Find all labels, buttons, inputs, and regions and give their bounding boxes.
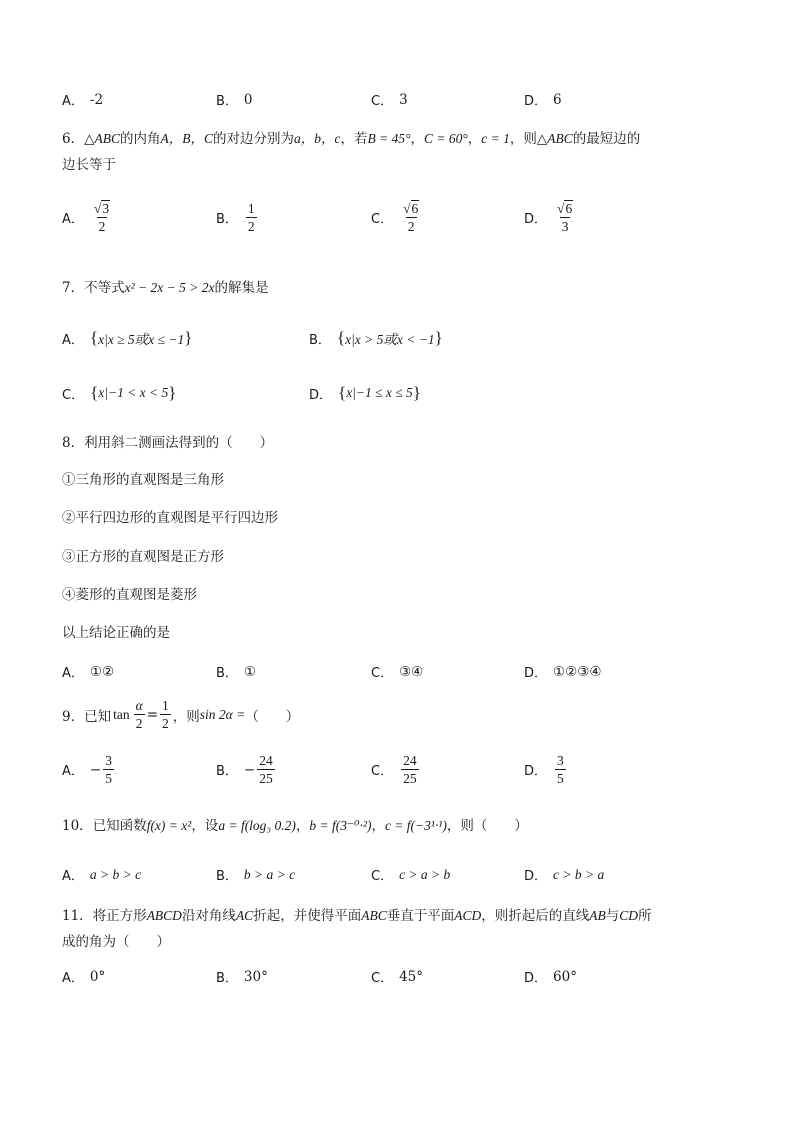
fraction: $\frac{3}{5}$ [557, 753, 564, 786]
q11-option-c[interactable]: C． 45° [371, 968, 424, 986]
q10-option-a[interactable]: A． a > b > c [62, 866, 142, 884]
q7-stem: 7．不等式x² − 2x − 5 > 2x的解集是 [62, 280, 269, 296]
q9-option-d[interactable]: D． $\frac{3}{5}$ [524, 753, 564, 786]
q8-item-4: ④菱形的直观图是菱形 [62, 587, 197, 603]
q7-option-d[interactable]: D． { x|−1 ≤ x ≤ 5 } [309, 383, 421, 403]
q7-option-b[interactable]: B． { x|x > 5或x < −1 } [309, 328, 443, 348]
q6-stem: 6．△ABC的内角A，B，C的对边分别为a，b，c，若B = 45°，C = 60°，c = 1，则△ABC的最短边的 边长等于 [62, 131, 641, 173]
fraction: $\frac{\alpha}{2}$ [135, 698, 143, 731]
fraction: $\frac{24}{25}$ [403, 753, 417, 786]
fraction: $\frac{√3}{2}$ [93, 201, 110, 234]
fraction: $\frac{1}{2}$ [247, 201, 255, 234]
q8-item-3: ③正方形的直观图是正方形 [62, 549, 224, 565]
q7-option-a[interactable]: A． { x|x ≥ 5或x ≤ −1 } [62, 328, 193, 348]
q8-stem: 8．利用斜二测画法得到的（ ） [62, 435, 274, 451]
q11-stem: 11．将正方形ABCD沿对角线AC折起，并使得平面ABC垂直于平面ACD，则折起后的直线AB与CD所 成的角为（ ） [62, 908, 652, 950]
fraction: $\frac{1}{2}$ [162, 698, 169, 731]
q10-option-d[interactable]: D． c > b > a [524, 866, 605, 884]
q5-option-d[interactable]: D． 6 [524, 91, 562, 109]
q6-option-b[interactable]: B． $\frac{1}{2}$ [216, 201, 255, 234]
q9-option-c[interactable]: C． $\frac{24}{25}$ [371, 753, 417, 786]
q11-option-a[interactable]: A． 0° [62, 968, 106, 986]
q9-option-b[interactable]: B． − $\frac{24}{25}$ [216, 753, 273, 786]
q10-option-b[interactable]: B． b > a > c [216, 866, 296, 884]
q8-item-2: ②平行四边形的直观图是平行四边形 [62, 510, 278, 526]
q9-option-a[interactable]: A． − $\frac{3}{5}$ [62, 753, 112, 786]
q7-option-c[interactable]: C． { x|−1 < x < 5 } [62, 383, 177, 403]
q5-option-a[interactable]: A． -2 [62, 91, 104, 109]
q8-option-a[interactable]: A． ①② [62, 663, 115, 681]
q8-option-d[interactable]: D． ①②③④ [524, 663, 602, 681]
fraction: $\frac{3}{5}$ [105, 753, 112, 786]
fraction: $\frac{√6}{3}$ [557, 201, 573, 234]
fraction: $\frac{√6}{2}$ [403, 201, 419, 234]
q11-option-d[interactable]: D． 60° [524, 968, 577, 986]
q6-option-c[interactable]: C． $\frac{√6}{2}$ [371, 200, 423, 235]
q11-option-b[interactable]: B． 30° [216, 968, 268, 986]
q5-option-b[interactable]: B． 0 [216, 91, 253, 109]
q8-option-b[interactable]: B． ① [216, 663, 257, 681]
q8-option-c[interactable]: C． ③④ [371, 663, 424, 681]
q5-option-c[interactable]: C． 3 [371, 91, 408, 109]
exam-page: A． -2 B． 0 C． 3 D． 6 6．△ABC的内角A，B，C的对边分别为a，b，c，若B = 45°，C = 60°，c = 1，则△ABC的最短边的 边长等于 A． $\frac{√3}{2}$ B． $\frac{1}{2}$ C． $\frac{√6}{2}$ D． $\frac{√6}{3}$ 7．不等式x² − 2x − 5 > 2x的解集是 A． { x|x ≥ 5或x ≤ −1 } B． { x|x > 5或x < −1 } C． { x|−1 < x < 5 } D． { x|−1 ≤ x ≤ 5 } 8．利用斜二测画法得到的（ ） ①三角形的直观图是三角形 ②平行四边形的直观图是平行四边形 ③正方形的直观图是正方形 ④菱形的直观图是菱形 以上结论正确的是 A． ①② B． ① C． ③④ D． ①②③④ 9． 已知 tan $\frac{\alpha}{2}$ = $\frac{1}{2}$ ，则 sin 2α = （ ） A． − $\frac{3}{5}$ B． − $\frac{24}{25}$ C． $\frac{24}{25}$ D． $\frac{3}{5}$ 10．已知函数f(x) = x²，设a = f(log₃ 0.2)，b = f(3⁻⁰·²)，c = f(−3¹·¹)，则（ ） A． a > b > c B． b > a > c C． c > a > b D． c > b > a 11．将正方形ABCD沿对角线AC折起，并使得平面ABC垂直于平面ACD，则折起后的直线AB与CD所 成的角为（ ） A． 0° B． 30° C． 45° D． 60° [0, 0, 794, 1123]
q6-option-d[interactable]: D． $\frac{√6}{3}$ [524, 200, 577, 235]
q6-option-a[interactable]: A． $\frac{√3}{2}$ [62, 200, 114, 235]
q10-option-c[interactable]: C． c > a > b [371, 866, 451, 884]
fraction: $\frac{24}{25}$ [259, 753, 273, 786]
q8-item-1: ①三角形的直观图是三角形 [62, 472, 224, 488]
q8-conclusion: 以上结论正确的是 [62, 625, 170, 641]
q10-stem: 10．已知函数f(x) = x²，设a = f(log₃ 0.2)，b = f(3⁻⁰·²)，c = f(−3¹·¹)，则（ ） [62, 818, 528, 834]
